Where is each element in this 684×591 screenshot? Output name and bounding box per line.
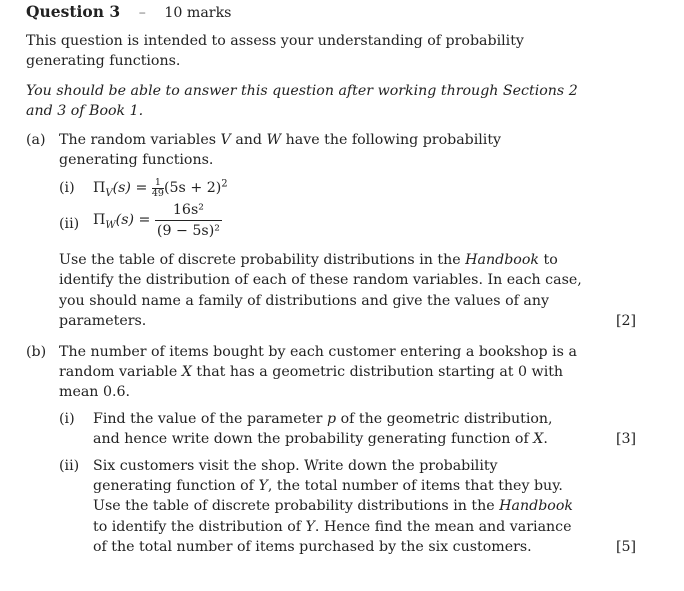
note-line-2: and 3 of Book 1. [26,103,144,119]
part-b-ii-label: (ii) [59,458,80,474]
question-title: Question 3 [26,2,121,21]
intro-line-2: generating functions. [26,53,181,69]
part-b-ii-line-1: Six customers visit the shop. Write down the probability [93,458,498,474]
note-line-1: You should be able to answer this question after working through Sections 2 [26,83,578,99]
part-a-label: (a) [26,132,46,148]
intro-line-1: This question is intended to assess your understanding of probability [26,33,524,49]
part-b-ii-line-5: of the total number of items purchased by the six customers. [93,539,532,555]
marks-total: 10 marks [164,5,232,21]
part-a-ii-label: (ii) [59,216,80,232]
part-a-line-2: generating functions. [59,152,214,168]
part-b-ii-mark: [5] [616,539,637,555]
header-separator: – [138,5,146,21]
pgf-w-formula: $\Pi_W(s)$ = $\frac{\text{16s²}}{\text{(9 − 5s)²}}$ [93,202,220,239]
part-a-body-line-4: parameters. [59,313,147,329]
part-a-body-line-3: you should name a family of distributions and give the values of any [59,293,549,309]
part-b-i-line-1: Find the value of the parameter p of the geometric distribution, [93,411,553,427]
part-b-line-3: mean 0.6. [59,384,131,400]
pgf-v-formula: $\Pi_V(s)$ = $\frac{1}{49}$ $(5s + 2)^2$ [93,177,228,199]
part-b-line-2: random variable X that has a geometric distribution starting at 0 with [59,364,564,380]
part-a-body-line-1: Use the table of discrete probability distributions in the Handbook to [59,252,558,268]
part-b-line-1: The number of items bought by each customer entering a bookshop is a [59,344,577,360]
part-a-body-line-2: identify the distribution of each of these random variables. In each case, [59,272,582,288]
part-b-ii-line-2: generating function of Y, the total number of items that they buy. [93,478,563,494]
part-a-i-label: (i) [59,180,75,196]
part-a-line-1: The random variables V and W have the following probability [59,132,502,148]
part-b-i-mark: [3] [616,431,637,447]
question-header [26,2,231,23]
part-b-ii-line-3: Use the table of discrete probability distributions in the Handbook [93,498,573,514]
part-b-ii-line-4: to identify the distribution of Y. Hence find the mean and variance [93,519,572,535]
part-b-i-line-2: and hence write down the probability generating function of X. [93,431,548,447]
part-a-mark: [2] [616,313,637,329]
part-b-i-label: (i) [59,411,75,427]
part-b-label: (b) [26,344,47,360]
